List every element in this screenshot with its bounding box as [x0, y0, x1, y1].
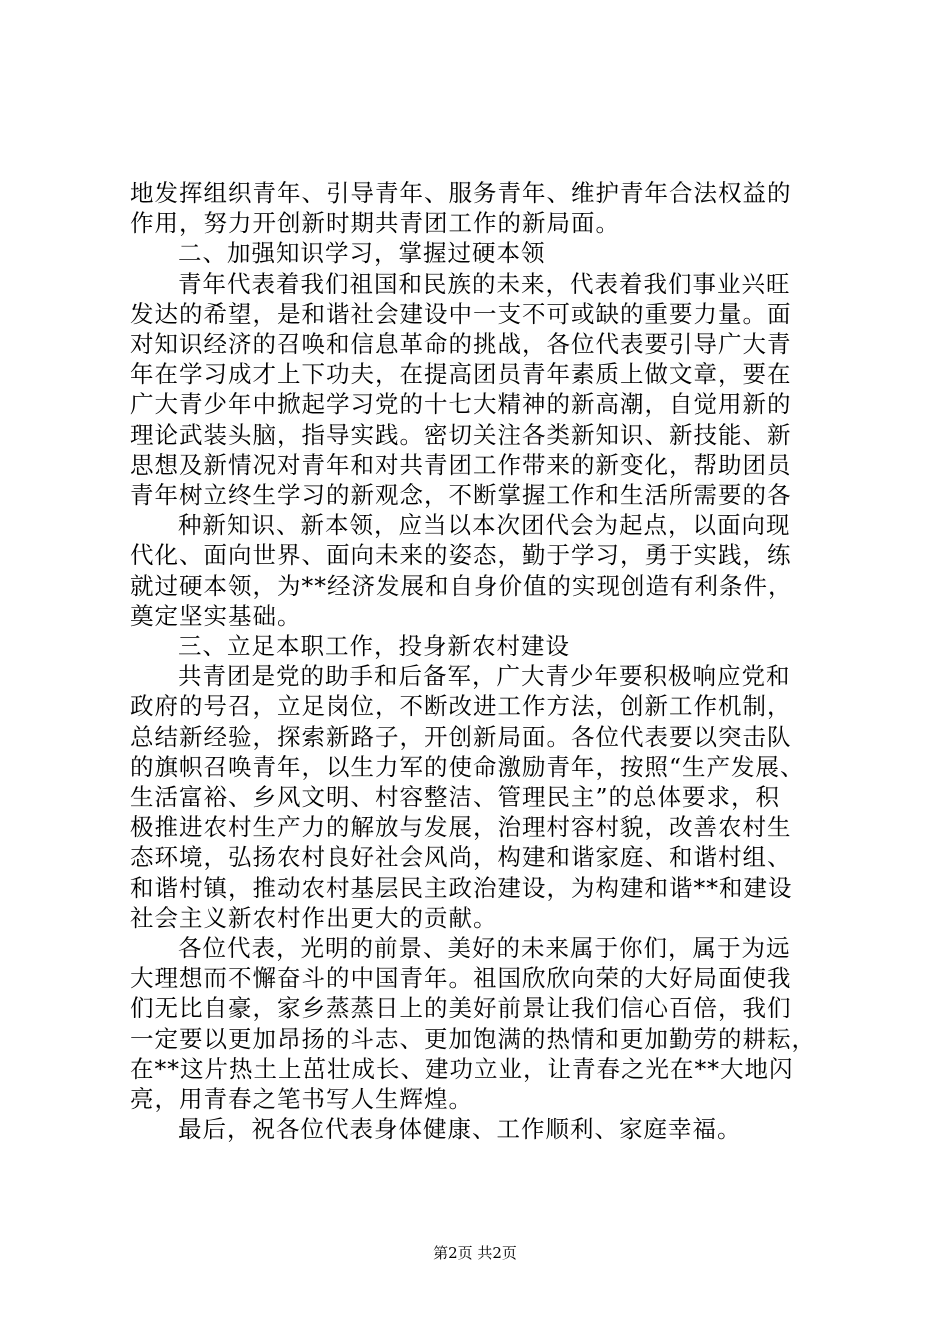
text-line: 种新知识、新本领，应当以本次团代会为起点，以面向现	[178, 511, 791, 540]
text-line: 就过硬本领，为**经济发展和自身价值的实现创造有利条件，	[130, 571, 793, 600]
text-line: 大理想而不懈奋斗的中国青年。祖国欣欣向荣的大好局面使我	[130, 964, 792, 993]
text-line: 各位代表，光明的前景、美好的未来属于你们，属于为远	[178, 934, 791, 962]
text-line: 极推进农村生产力的解放与发展，治理村容村貌，改善农村生	[130, 813, 792, 842]
text-line: 总结新经验，探索新路子，开创新局面。各位代表要以突击队	[130, 722, 792, 751]
text-line: 地发挥组织青年、引导青年、服务青年、维护青年合法权益的	[130, 179, 792, 207]
text-line: 青年树立终生学习的新观念，不断掌握工作和生活所需要的各	[130, 481, 792, 509]
text-line: 亮，用青春之笔书写人生辉煌。	[130, 1085, 473, 1113]
text-line: 最后，祝各位代表身体健康、工作顺利、家庭幸福。	[178, 1115, 742, 1144]
text-line: 代化、面向世界、面向未来的姿态，勤于学习，勇于实践，练	[130, 541, 792, 570]
text-line: 三、立足本职工作，投身新农村建设	[178, 632, 570, 660]
text-line: 的旗帜召唤青年，以生力军的使命激励青年，按照“生产发展、	[130, 752, 805, 781]
text-line: 二、加强知识学习，掌握过硬本领	[178, 239, 546, 268]
text-line: 生活富裕、乡风文明、村容整洁、管理民主”的总体要求，积	[130, 783, 781, 811]
text-line: 奠定坚实基础。	[130, 601, 302, 630]
text-line: 共青团是党的助手和后备军，广大青少年要积极响应党和	[178, 662, 791, 691]
text-line: 对知识经济的召唤和信息革命的挑战，各位代表要引导广大青	[130, 330, 792, 358]
text-line: 一定要以更加昂扬的斗志、更加饱满的热情和更加勤劳的耕耘，	[130, 1024, 816, 1053]
text-line: 青年代表着我们祖国和民族的未来，代表着我们事业兴旺	[178, 269, 791, 298]
text-line: 和谐村镇，推动农村基层民主政治建设，为构建和谐**和建设	[130, 873, 793, 902]
text-line: 态环境，弘扬农村良好社会风尚，构建和谐家庭、和谐村组、	[130, 843, 792, 872]
text-line: 社会主义新农村作出更大的贡献。	[130, 903, 498, 932]
text-line: 年在学习成才上下功夫，在提高团员青年素质上做文章，要在	[130, 360, 792, 389]
text-line: 作用，努力开创新时期共青团工作的新局面。	[130, 209, 620, 238]
text-line: 们无比自豪，家乡蒸蒸日上的美好前景让我们信心百倍，我们	[130, 994, 792, 1023]
text-line: 广大青少年中掀起学习党的十七大精神的新高潮，自觉用新的	[130, 390, 792, 419]
text-line: 理论武装头脑，指导实践。密切关注各类新知识、新技能、新	[130, 420, 792, 449]
text-line: 在**这片热土上茁壮成长、建功立业，让青春之光在**大地闪	[130, 1054, 794, 1083]
page-footer: 第2页 共2页	[433, 1244, 517, 1262]
text-line: 思想及新情况对青年和对共青团工作带来的新变化，帮助团员	[130, 450, 792, 479]
text-line: 政府的号召，立足岗位，不断改进工作方法，创新工作机制，	[130, 692, 792, 721]
text-line: 发达的希望，是和谐社会建设中一支不可或缺的重要力量。面	[130, 299, 792, 328]
